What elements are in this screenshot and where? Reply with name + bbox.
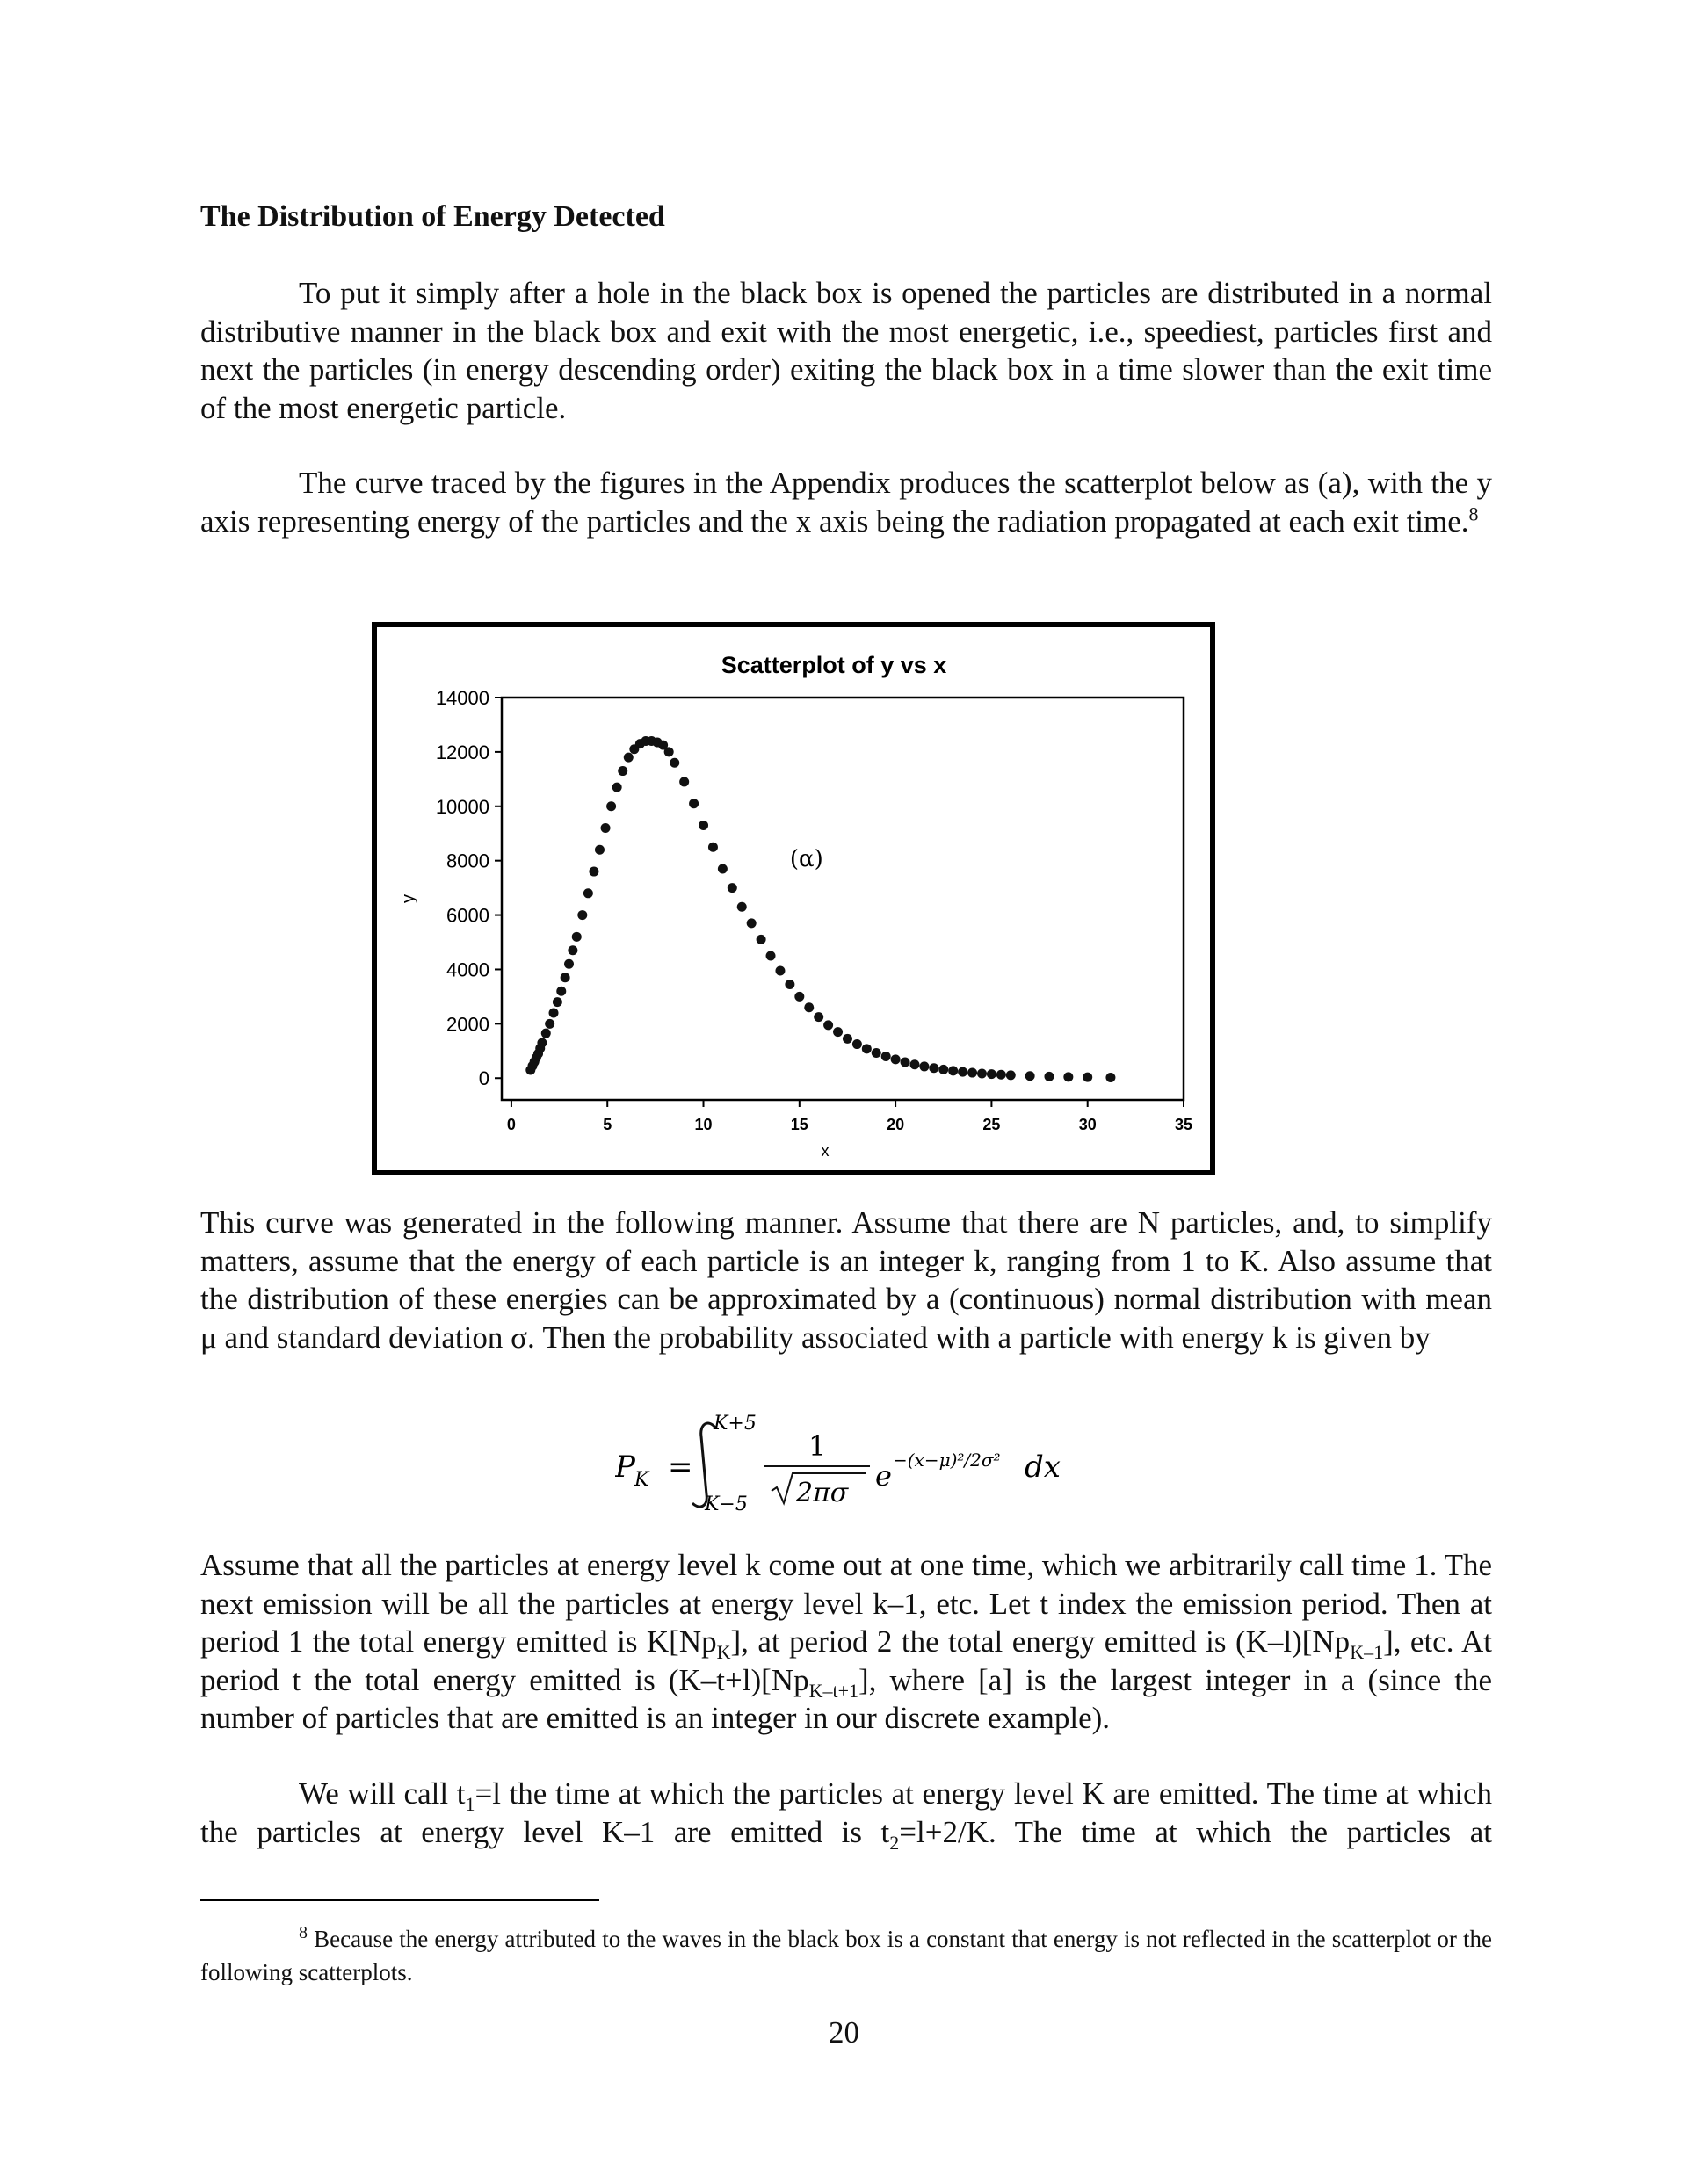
data-point — [977, 1068, 987, 1078]
footnote-number: 8 — [299, 1923, 308, 1942]
data-point — [938, 1065, 948, 1074]
p3-text-c: . Then the probability associated with a particle with energy k is given by — [527, 1320, 1431, 1355]
probability-formula — [615, 1410, 1107, 1515]
p4-sub-3: K–t+1 — [808, 1679, 858, 1702]
data-point — [699, 821, 708, 830]
formula-equals: = — [668, 1450, 693, 1485]
x-tick-label: 30 — [1078, 1116, 1097, 1133]
data-point — [901, 1057, 910, 1067]
data-point — [1025, 1071, 1035, 1081]
data-point — [881, 1052, 891, 1061]
data-point — [572, 932, 582, 942]
data-point — [1044, 1072, 1054, 1081]
p4-text-4: ], where [a] is the largest integer in a (since the number of particles that are emitted is an integer in our discrete example). — [200, 1662, 1492, 1735]
y-tick-label: 4000 — [446, 958, 489, 981]
footnote-ref[interactable]: 8 — [1468, 502, 1479, 524]
data-point — [814, 1012, 823, 1022]
paragraph-4 — [200, 1546, 1492, 1738]
p5-text-1: We will call t — [299, 1776, 466, 1811]
data-point — [624, 753, 634, 763]
p4-sub-2: K–1 — [1350, 1641, 1384, 1663]
data-point — [833, 1027, 843, 1037]
plot-area-border — [502, 698, 1184, 1100]
data-point — [664, 747, 674, 756]
data-point — [606, 801, 616, 811]
data-point — [556, 987, 566, 996]
x-tick-label: 10 — [694, 1116, 713, 1133]
data-point — [618, 766, 627, 776]
fraction-denominator: 2πσ — [796, 1478, 849, 1508]
data-point — [1006, 1070, 1016, 1080]
x-tick-label: 0 — [506, 1116, 516, 1133]
data-point — [872, 1048, 881, 1058]
exponent: −(x−μ)²/2σ² — [893, 1450, 1001, 1471]
data-point — [1083, 1073, 1092, 1082]
data-point — [728, 883, 737, 893]
data-point — [595, 845, 605, 855]
data-point — [909, 1059, 919, 1069]
p5-text-2: =l the time at which the particles at energy level K are emitted. The time at which the particles at energy level K–1 are emitted is t — [200, 1776, 1492, 1849]
paragraph-1: To put it simply after a hole in the black box is opened the particles are distributed in a normal distributive manner in the black box and exit with the most energetic, i.e., speediest, particles first and next the particles (in energy descending order) exiting the black box in a time slower than the exit time of the most energetic particle. — [200, 276, 1492, 425]
data-point — [766, 951, 776, 960]
p5-text-3: =l+2/K. The time at which the particles at — [899, 1814, 1492, 1849]
paragraph-2 — [200, 464, 1492, 540]
data-point — [549, 1008, 559, 1017]
data-point — [967, 1068, 977, 1078]
p4-text-1: Assume that all the particles at energy level k come out at one time, which we arbitrarily call time 1. The next emission will be all the particles at energy level k–1, etc. Let t index the emission period. Then at period 1 the total energy emitted is K[Np — [200, 1548, 1492, 1659]
data-point — [757, 935, 766, 944]
page-number: 20 — [829, 2015, 859, 2050]
p4-text-3: ], etc. At period t the total energy emitted is (K–t+l)[Np — [200, 1624, 1492, 1697]
p5-sub-1: 1 — [465, 1793, 475, 1815]
differential: dx — [1025, 1450, 1061, 1485]
integral-upper-limit: K+5 — [714, 1413, 757, 1435]
data-point — [747, 918, 757, 928]
data-point — [718, 864, 728, 873]
y-axis-label: y — [399, 894, 418, 903]
data-point — [737, 902, 747, 912]
data-point — [583, 888, 593, 898]
data-point — [948, 1066, 958, 1075]
mu-symbol: μ — [200, 1320, 217, 1355]
data-point — [561, 973, 570, 982]
data-point — [823, 1020, 833, 1030]
data-point — [577, 910, 587, 920]
footnote-divider — [200, 1899, 599, 1901]
data-point — [679, 777, 689, 786]
data-point — [1105, 1073, 1115, 1082]
data-point — [537, 1038, 547, 1048]
y-tick-label: 10000 — [435, 795, 489, 818]
data-point — [958, 1067, 967, 1077]
data-point — [987, 1069, 996, 1079]
footnote — [200, 1922, 1492, 1989]
integral-lower-limit: K−5 — [705, 1493, 748, 1515]
y-tick-label: 12000 — [435, 741, 489, 763]
fraction-numerator: 1 — [808, 1429, 827, 1463]
scatterplot-chart — [377, 627, 1210, 1170]
x-axis-label: x — [821, 1142, 830, 1160]
data-point — [785, 980, 794, 989]
x-tick-label: 25 — [982, 1116, 1001, 1133]
data-point — [996, 1070, 1006, 1080]
formula-lhs: P — [615, 1450, 635, 1485]
paragraph-3 — [200, 1204, 1492, 1356]
paragraph-2-text: The curve traced by the figures in the Appendix produces the scatterplot below as (a), with the y axis representing energy of the particles and the x axis being the radiation propagated at each exit time. — [200, 466, 1492, 539]
paragraph-5 — [200, 1775, 1492, 1854]
data-point — [612, 783, 622, 792]
data-point — [601, 823, 611, 833]
y-tick-label: 14000 — [435, 687, 489, 709]
p4-text-2: ], at period 2 the total energy emitted is (K–l)[Np — [730, 1624, 1351, 1659]
data-point — [1063, 1072, 1073, 1081]
exp-base: e — [875, 1459, 892, 1493]
data-point — [919, 1061, 929, 1071]
p3-text-a: This curve was generated in the following manner. Assume that there are N particles, and, to simplify matters, assume that the energy of each particle is an integer k, ranging from 1 to K. Also assume that the distribution of these energies can be approximated by a (continuous) normal distribution with mean — [200, 1205, 1492, 1316]
data-point — [541, 1029, 551, 1038]
data-point — [708, 843, 718, 852]
x-tick-label: 20 — [887, 1116, 905, 1133]
section-heading: The Distribution of Energy Detected — [200, 200, 665, 233]
p3-text-b: and standard deviation — [216, 1320, 511, 1355]
sigma-symbol: σ — [511, 1320, 527, 1355]
data-point — [929, 1063, 938, 1073]
data-point — [843, 1034, 852, 1044]
chart-title: Scatterplot of y vs x — [721, 652, 947, 678]
data-point — [689, 799, 699, 808]
data-point — [553, 997, 562, 1007]
data-point — [804, 1002, 814, 1012]
formula-lhs-sub: K — [634, 1469, 649, 1491]
x-tick-label: 15 — [790, 1116, 808, 1133]
y-tick-label: 2000 — [446, 1013, 489, 1036]
p5-sub-2: 2 — [889, 1831, 900, 1854]
data-point — [564, 959, 574, 969]
data-point — [589, 867, 598, 877]
x-tick-label: 35 — [1174, 1116, 1193, 1133]
data-point — [852, 1039, 862, 1049]
y-tick-label: 8000 — [446, 850, 489, 872]
data-point — [568, 945, 577, 955]
data-point — [794, 992, 804, 1002]
footnote-text: Because the energy attributed to the waves in the black box is a constant that energy is not reflected in the scatterplot or the following scatterplots. — [200, 1926, 1492, 1985]
curve-annotation: (α) — [789, 845, 823, 872]
p4-sub-1: K — [716, 1641, 731, 1663]
data-point — [670, 758, 679, 768]
y-tick-label: 0 — [478, 1067, 489, 1090]
data-point — [775, 966, 785, 976]
data-point — [891, 1054, 901, 1064]
data-point — [862, 1044, 872, 1053]
y-tick-label: 6000 — [446, 904, 489, 927]
figure-frame — [372, 622, 1215, 1175]
data-point — [545, 1019, 554, 1029]
x-tick-label: 5 — [603, 1116, 612, 1133]
